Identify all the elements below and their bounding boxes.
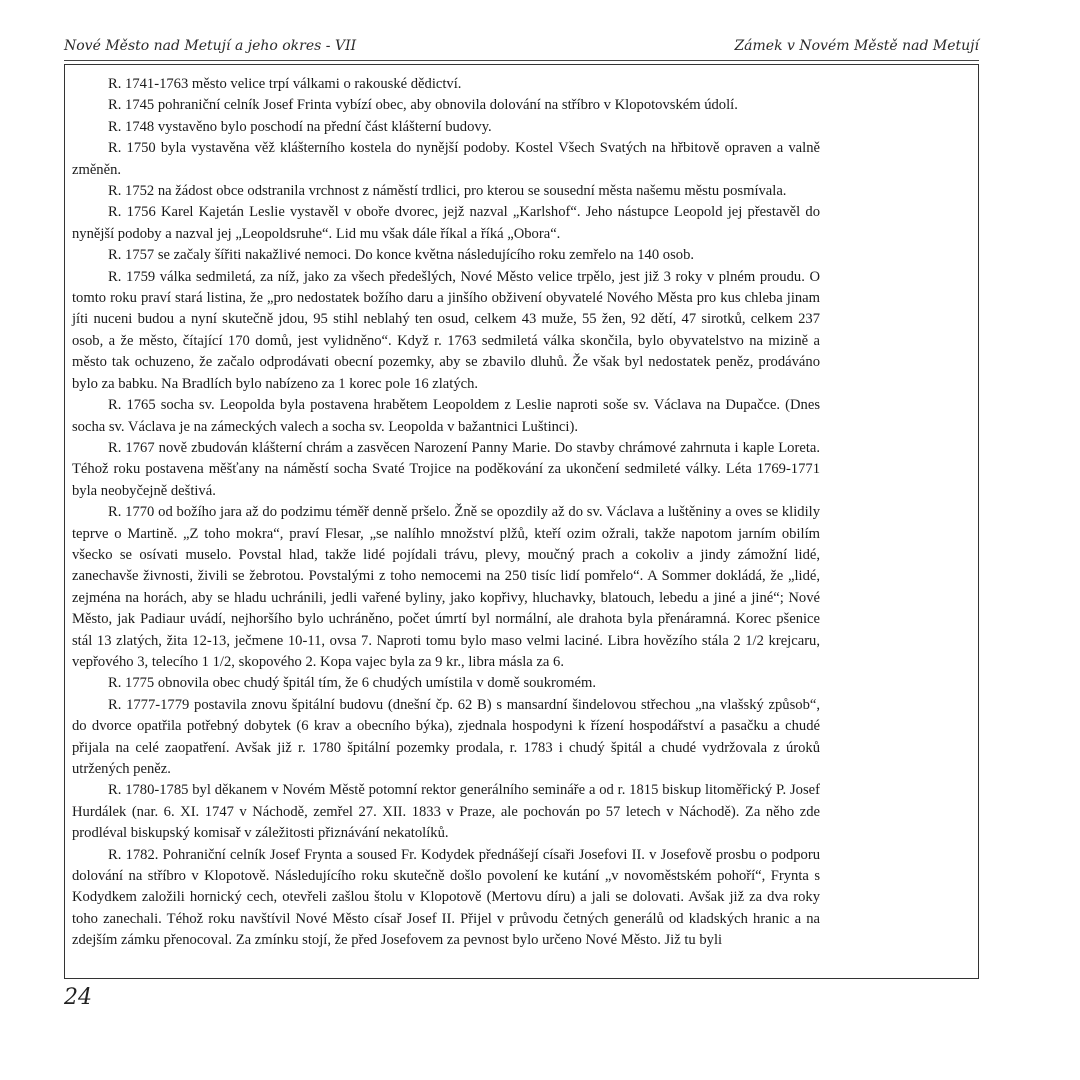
paragraph: R. 1759 válka sedmiletá, za níž, jako za všech předešlých, Nové Město velice trpělo, jest již 3 roky v plném proudu. O tomto roku praví stará listina, že „pro nedostatek božího daru a jinšího obživení obyvatelé Nového Města pro kus chleba jinam jíti nuceni budou a nyní skutečně jdou, 95 stihl neblahý ten osud, celkem 43 muže, 55 žen, 92 dětí, 47 sirotků, celkem 237 osob, a že město, čítající 170 domů, jest vylidněno“. Když r. 1763 sedmiletá válka skončila, bylo obyvatelstvo na mizině a město tak ochuzeno, že začalo odprodávati obecní pozemky, aby se zbavilo dluhů. Že však byl nedostatek peněz, prodáváno bylo za babku. Na Bradlích bylo nabízeno za 1 korec pole 16 zlatých. <box>72 268 820 392</box>
paragraph: R. 1765 socha sv. Leopolda byla postavena hrabětem Leopoldem z Leslie naproti soše sv. Václava na Dupačce. (Dnes socha sv. Václava je na zámeckých valech a socha sv. Leopolda v bažantnici Luštinci). <box>72 397 820 435</box>
header-rule <box>64 60 979 61</box>
body-text <box>72 74 820 952</box>
paragraph: R. 1770 od božího jara až do podzimu téměř denně pršelo. Žně se opozdily až do sv. Václava a luštěniny a oves se klidily teprve o Martině. „Z toho mokra“, praví Flesar, „se nalíhlo množství plžů, kteří ozim ožrali, takže napotom jarním obilím všecko se osívati muselo. Povstal hlad, takže lidé pojídali trávu, plevy, moučný prach a cokoliv a jindy zámožní lidé, zanechavše živnosti, živili se žebrotou. Povstalými z toho nemocemi na 250 tisíc lidí pomřelo“. A Sommer dokládá, že „lidé, zejména na horách, aby se hladu uchránili, jedli vařené byliny, jako kopřivy, hluchavky, blatouch, lebedu a jiné a jiné“; Nové Město, jak Padiaur uvádí, nejhoršího bylo uchráněno, počet úmrtí byl normální, ale drahota byla přenáramná. Korec pšenice stál 13 zlatých, žita 12-13, ječmene 10-11, ovsa 7. Naproti tomu bylo maso velmi laciné. Libra hovězího stála 2 1/2 krejcaru, vepřového 3, telecího 1 1/2, skopového 2. Kopa vajec byla za 9 kr., libra másla za 6. <box>72 504 820 670</box>
running-header-right: Zámek v Novém Městě nad Metují <box>734 38 979 54</box>
paragraph: R. 1745 pohraniční celník Josef Frinta vybízí obec, aby obnovila dolování na stříbro v Klopotovském údolí. <box>108 97 738 114</box>
paragraph: R. 1777-1779 postavila znovu špitální budovu (dnešní čp. 62 B) s mansardní šindelovou střechou „na vlašský způsob“, do dvorce opatřila potřebný dobytek (6 krav a obecního býka), zjednala hospodyni k řízení hospodářství a pasačku a chudé přijala na celé zaopatření. Avšak již r. 1780 špitální pozemky prodala, r. 1783 i chudý špitál a chudé vydržovala z úroků utržených peněz. <box>72 696 820 777</box>
paragraph: R. 1756 Karel Kajetán Leslie vystavěl v oboře dvorec, jejž nazval „Karlshof“. Jeho nástupce Leopold jej přestavěl do nynější podoby a nazval jej „Leopoldsruhe“. Lid mu však dále říkal a říká „Obora“. <box>72 204 820 242</box>
paragraph: R. 1782. Pohraniční celník Josef Frynta a soused Fr. Kodydek přednášejí císaři Josefovi II. v Josefově prosbu o podporu dolování na stříbro v Klopotově. Následujícího roku skutečně došlo povolení ke kutání „v novoměstském pohoří“, Frynta s Kodydkem založili hornický cech, otevřeli zašlou štolu v Klopotově (Mertovu díru) a jali se dolovati. Avšak již za dva roky toho zanechali. Téhož roku navštívil Nové Město císař Josef II. Přijel v průvodu četných generálů od kladských hranic a na zdejším zámku přenocoval. Za zmínku stojí, že před Josefovem za pevnost bylo určeno Nové Město. Již tu byli <box>72 846 820 949</box>
running-header-left: Nové Město nad Metují a jeho okres - VII <box>64 38 357 54</box>
paragraph: R. 1757 se začaly šířiti nakažlivé nemoci. Do konce května následujícího roku zemřelo na 140 osob. <box>108 247 695 264</box>
paragraph: R. 1775 obnovila obec chudý špitál tím, že 6 chudých umístila v domě soukromém. <box>108 675 596 692</box>
paragraph: R. 1741-1763 město velice trpí válkami o rakouské dědictví. <box>108 76 462 92</box>
paragraph: R. 1748 vystavěno bylo poschodí na přední část klášterní budovy. <box>108 118 492 135</box>
paragraph: R. 1780-1785 byl děkanem v Novém Městě potomní rektor generálního semináře a od r. 1815 biskup litoměřický P. Josef Hurdálek (nar. 6. XI. 1747 v Náchodě, zemřel 27. XII. 1833 v Praze, ale pochován po 57 letech v Náchodě). Za něho zde prodléval biskupský komisař v záležitosti přiznávání nekatolíků. <box>72 782 820 842</box>
paragraph: R. 1750 byla vystavěna věž klášterního kostela do nynější podoby. Kostel Všech Svatých na hřbitově opraven a valně změněn. <box>72 140 820 178</box>
paragraph: R. 1767 nově zbudován klášterní chrám a zasvěcen Narození Panny Marie. Do stavby chrámové zahrnuta i kaple Loreta. Téhož roku postavena měšťany na náměstí socha Svaté Trojice na poděkování za ukončení sedmileté války. Léta 1769-1771 byla neobyčejně deštivá. <box>72 439 820 499</box>
page-number: 24 <box>64 985 92 1010</box>
paragraph: R. 1752 na žádost obce odstranila vrchnost z náměstí trdlici, pro kterou se sousední města našemu městu posmívala. <box>108 183 787 200</box>
